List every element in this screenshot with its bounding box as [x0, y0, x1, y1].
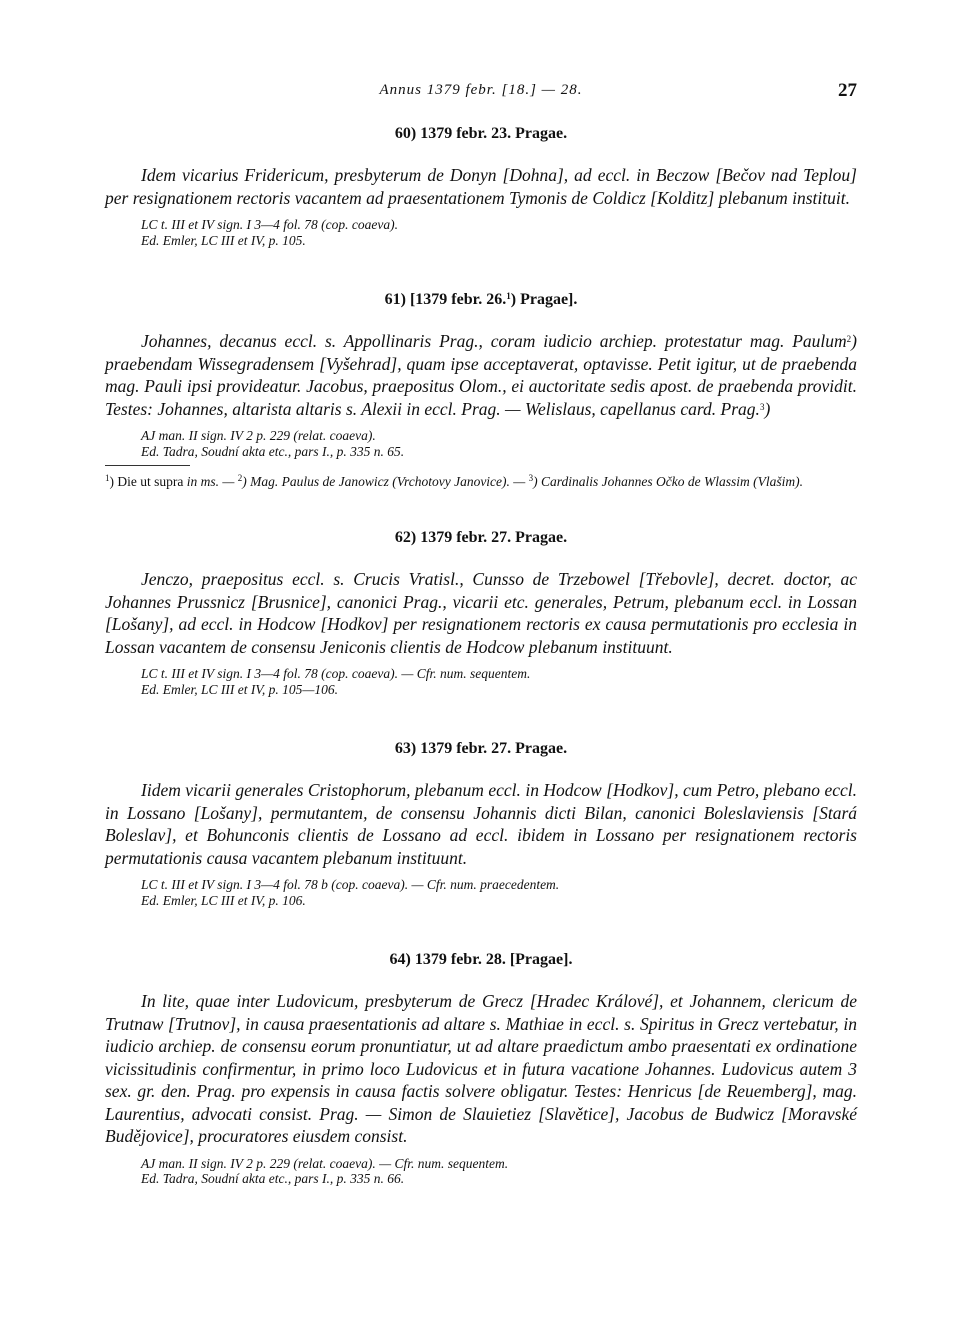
- footnote-marker: 2: [846, 334, 852, 344]
- body-text-part: Johannes, decanus eccl. s. Appollinaris Prag., coram iudicio archiep. protestatur mag. Paulum: [141, 331, 847, 351]
- source-line: Ed. Emler, LC III et IV, p. 106.: [141, 892, 306, 908]
- entry-body: In lite, quae inter Ludovicum, presbyterum de Grecz [Hradec Králové], et Johannem, clericum de Trutnaw [Trutnov], in causa praesentationis ad altare s. Mathiae in eccl. s. Spiritus in Grecz vertebatur, in iudicio archiep. de consensu eorum pronuntiatur, ut ad altare praedictum ambo praesentati ex ordinatione vicissitudinis confirmentur, in primo loco Ludovicus et in futura vacatione Johannes. Ludovicus autem 3 sex. gr. den. Prag. pro expensis in causa factis solvere obligatur. Testes: Henricus [de Reuemberg], mag. Laurentius, advocati consist. Prag. — Simon de Slauietiez [Slavětice], Jacobus de Budwicz [Moravské Budějovice], procuratores eiusdem consist.: [105, 991, 857, 1146]
- source-line: LC t. III et IV sign. I 3—4 fol. 78 b (cop. coaeva). — Cfr. num. praecedentem.: [141, 877, 560, 892]
- entry-heading: 60) 1379 febr. 23. Pragae.: [394, 125, 568, 142]
- footnote-number: 3: [528, 473, 534, 483]
- heading-text: ) Pragae].: [510, 291, 578, 308]
- entry-heading: 64) 1379 febr. 28. [Pragae].: [389, 951, 573, 968]
- entry-heading: [105, 290, 857, 310]
- body-text-part: ) praebendam Wissegradensem [Vyšehrad], quam ipse acceptaverat, optavisse. Petit igitur, ut de praebenda mag. Pauli ipsi provideatur. Jacobus, praepositus Olom., ei auctoritate sedis apost. de praebenda providit. Testes: Johannes, altarista altaris s. Alexii in eccl. Prag. — Welislaus, capellanus card. Prag.: [105, 331, 857, 419]
- footnote-text: ) Cardinalis Johannes Očko de Wlassim (Vlašim).: [533, 474, 804, 489]
- source-line: Ed. Tadra, Soudní akta etc., pars I., p. 335 n. 65.: [141, 443, 405, 459]
- footnote-number: 2: [237, 473, 243, 483]
- page-number: 27: [838, 80, 857, 101]
- source-line: AJ man. II sign. IV 2 p. 229 (relat. coaeva).: [141, 428, 376, 443]
- footnote-text: ) Die ut supra: [109, 474, 184, 489]
- source-line: AJ man. II sign. IV 2 p. 229 (relat. coaeva). — Cfr. num. sequentem.: [141, 1155, 509, 1171]
- source-line: Ed. Emler, LC III et IV, p. 105—106.: [141, 681, 338, 697]
- entry-63: [105, 739, 857, 908]
- page-content: [105, 124, 857, 1187]
- entry-60: [105, 124, 857, 248]
- entry-heading: 62) 1379 febr. 27. Pragae.: [394, 529, 568, 546]
- source-line: LC t. III et IV sign. I 3—4 fol. 78 (cop. coaeva). — Cfr. num. sequentem.: [141, 666, 531, 681]
- footnote-rule: [105, 465, 190, 466]
- entry-body: Iidem vicarii generales Cristophorum, plebanum eccl. in Hodcow [Hodkov], cum Petro, plebano eccl. in Lossano [Lošany], permutantem, de consensu Johannis dicti Bilan, canonici Boleslaviensis [Stará Boleslav], et Bohunconis clientis de Lossano ad eccl. ibidem in Lossano per resignationem rectoris permutationis causa vacantem plebanum instituunt.: [105, 780, 857, 868]
- entry-spacer: [105, 248, 857, 290]
- running-title: Annus 1379 febr. [18.] — 28.: [379, 82, 583, 98]
- entry-spacer: [105, 490, 857, 528]
- source-line: Ed. Tadra, Soudní akta etc., pars I., p. 335 n. 66.: [141, 1171, 405, 1186]
- entry-heading: 63) 1379 febr. 27. Pragae.: [394, 740, 568, 757]
- entry-spacer: [105, 908, 857, 950]
- body-text-part: ): [764, 398, 771, 419]
- entry-body: Jenczo, praepositus eccl. s. Crucis Vratisl., Cunsso de Trzebowel [Třebovle], decret. doctor, ac Johannes Prussnicz [Brusnice], canonici Prag., vicarii etc. generales, Petrum, plebanum eccl. in Lossan [Lošany], ad eccl. in Hodcow [Hodkov] per resignationem rectoris ex causa permutationis pro ecclesia in Lossan vacantem de consensu Jeniconis clientis de Hodcow plebanum instituunt.: [105, 569, 857, 657]
- running-head: [105, 80, 857, 104]
- entry-spacer: [105, 697, 857, 739]
- entry-body: [105, 330, 857, 420]
- entry-61: [105, 290, 857, 490]
- footnote-number: 1: [105, 473, 110, 483]
- footnote-marker: 3: [759, 401, 765, 412]
- footnote-marker: 1: [506, 291, 511, 301]
- heading-text: 61) [1379 febr. 26.: [384, 291, 507, 308]
- footnote-text: in ms. —: [183, 474, 238, 489]
- source-line: Ed. Emler, LC III et IV, p. 105.: [141, 232, 306, 248]
- entry-62: [105, 528, 857, 697]
- entry-64: [105, 950, 857, 1187]
- source-line: LC t. III et IV sign. I 3—4 fol. 78 (cop. coaeva).: [141, 217, 398, 232]
- footnotes: [105, 474, 857, 490]
- entry-body: Idem vicarius Fridericum, presbyterum de Donyn [Dohna], ad eccl. in Beczow [Bečov nad Teplou] per resignationem rectoris vacantem ad praesentationem Tymonis de Coldicz [Kolditz] plebanum instituit.: [105, 165, 857, 208]
- footnote-text: ) Mag. Paulus de Janowicz (Vrchotovy Janovice). —: [242, 474, 529, 489]
